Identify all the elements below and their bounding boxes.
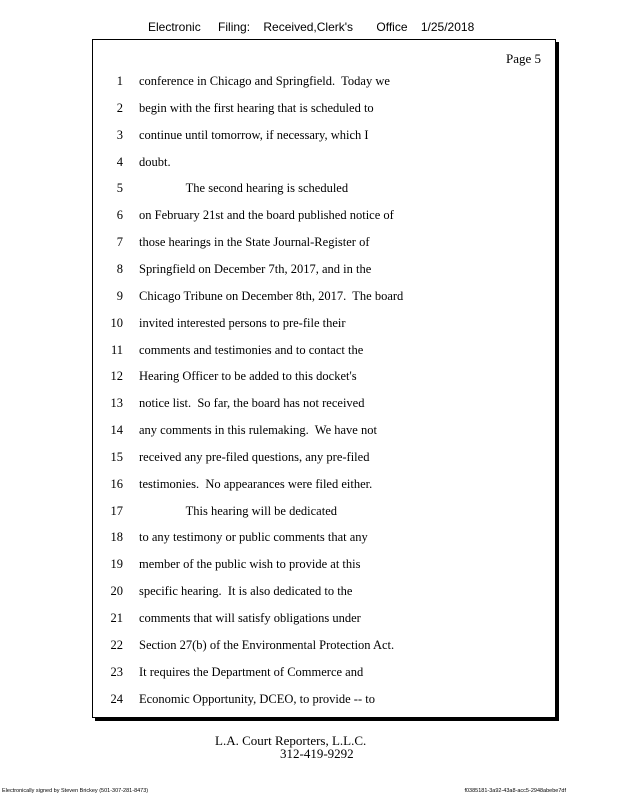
line-number: 9: [116, 288, 123, 303]
line-text: member of the public wish to provide at this: [139, 557, 361, 572]
line-text: continue until tomorrow, if necessary, which I: [139, 127, 369, 142]
line-text: to any testimony or public comments that any: [139, 530, 368, 545]
line-text: Chicago Tribune on December 8th, 2017. The board: [139, 288, 404, 303]
line-number: 13: [110, 396, 123, 411]
filing-stamp-part: Filing:: [218, 20, 251, 34]
line-number: 12: [110, 369, 123, 384]
line-text: This hearing will be dedicated: [139, 503, 337, 518]
filing-stamp-part: Received,Clerk's: [263, 20, 354, 34]
line-number: 5: [116, 181, 123, 196]
line-number: 16: [110, 476, 123, 491]
line-number: 6: [116, 208, 123, 223]
reporter-phone: 312-419-9292: [280, 746, 354, 761]
line-text: The second hearing is scheduled: [139, 181, 349, 196]
line-number: 20: [110, 584, 123, 599]
line-number: 8: [116, 261, 123, 276]
line-text: Springfield on December 7th, 2017, and in the: [139, 261, 372, 276]
line-number: 10: [110, 315, 123, 330]
line-number: 1: [116, 74, 123, 88]
line-text: begin with the first hearing that is scheduled to: [139, 100, 374, 115]
line-text: Economic Opportunity, DCEO, to provide -- to: [139, 691, 375, 706]
line-text: specific hearing. It is also dedicated to the: [139, 584, 353, 599]
line-text: Section 27(b) of the Environmental Protection Act.: [139, 637, 395, 652]
filing-stamp: [148, 20, 474, 34]
document-hash: f0385181-3a92-43a8-acc5-2948abebe7df: [464, 788, 566, 794]
line-text: on February 21st and the board published notice of: [139, 208, 394, 223]
line-number: 14: [110, 423, 123, 438]
line-number: 17: [110, 503, 123, 518]
line-text: invited interested persons to pre-file their: [139, 315, 346, 330]
reporter-name: L.A. Court Reporters, L.L.C.: [215, 733, 367, 748]
line-text: received any pre-filed questions, any pre-filed: [139, 449, 370, 464]
page-number: Page 5: [505, 51, 541, 66]
line-text: testimonies. No appearances were filed either.: [139, 476, 373, 491]
line-text: doubt.: [139, 154, 171, 169]
line-number: 4: [116, 154, 123, 169]
line-text: notice list. So far, the board has not received: [139, 396, 365, 411]
line-text: those hearings in the State Journal-Register of: [139, 235, 370, 250]
line-number: 23: [110, 664, 123, 679]
line-text: comments that will satisfy obligations under: [139, 611, 361, 625]
line-number: 22: [110, 637, 123, 652]
filing-stamp-part: 1/25/2018: [420, 20, 475, 34]
filing-stamp-part: Electronic: [148, 20, 201, 34]
line-number: 3: [116, 127, 123, 142]
transcript-page: [92, 39, 556, 718]
line-text: It requires the Department of Commerce and: [139, 664, 364, 679]
line-number: 21: [110, 611, 123, 625]
line-number: 2: [116, 100, 123, 115]
filing-stamp-part: Office: [376, 20, 408, 34]
line-number: 7: [116, 235, 123, 250]
line-number: 11: [110, 342, 123, 357]
line-text: conference in Chicago and Springfield. Today we: [139, 74, 390, 88]
line-text: comments and testimonies and to contact the: [139, 342, 364, 357]
line-number: 18: [110, 530, 123, 545]
line-number: 24: [110, 691, 123, 706]
electronic-signature: Electronically signed by Steven Brickey (501-307-281-8473): [2, 788, 149, 794]
line-number: 15: [110, 449, 123, 464]
line-text: any comments in this rulemaking. We have not: [139, 423, 377, 438]
line-text: Hearing Officer to be added to this docket's: [139, 369, 357, 384]
line-number: 19: [110, 557, 123, 572]
